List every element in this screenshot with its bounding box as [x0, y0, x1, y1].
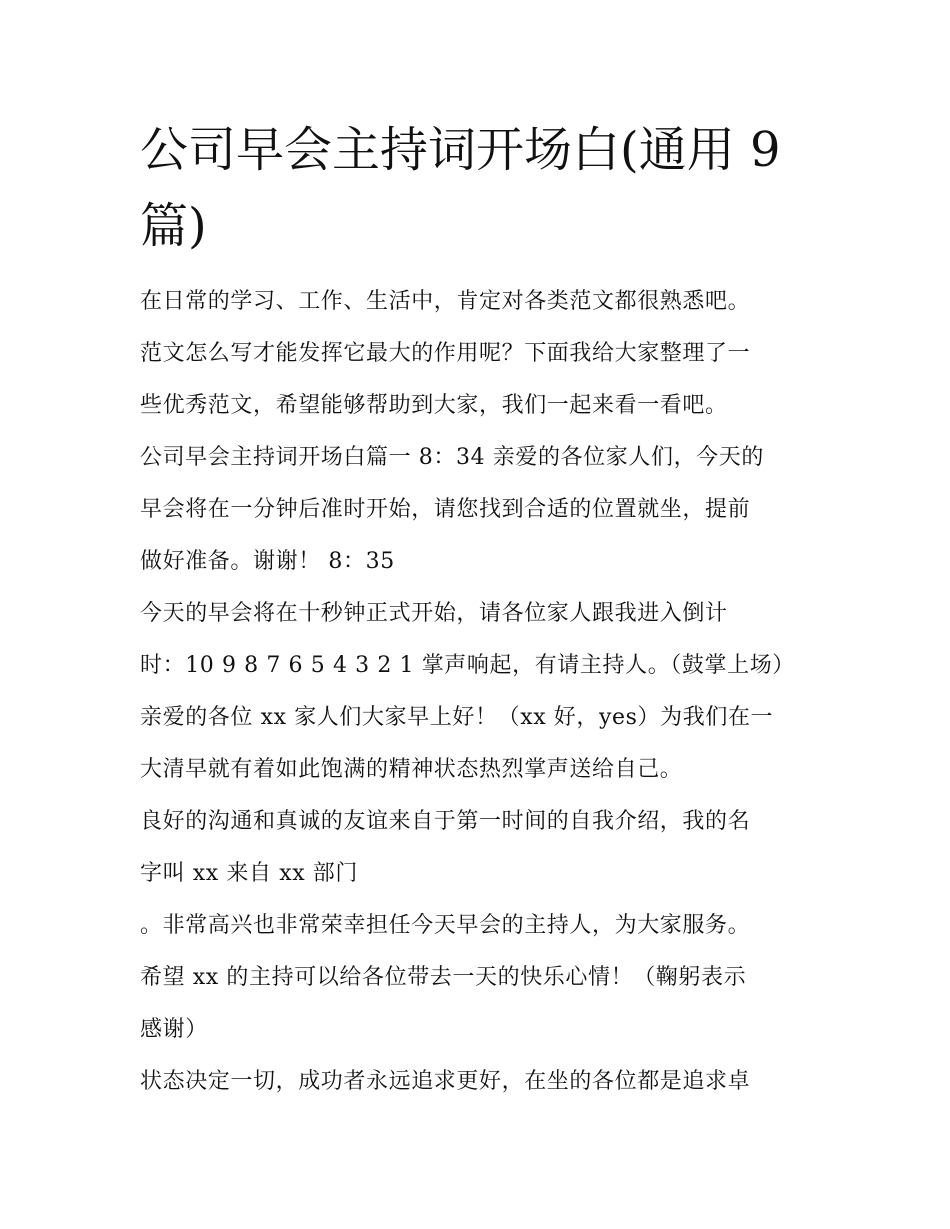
- body-line-1: 在日常的学习、工作、生活中，肯定对各类范文都很熟悉吧。: [140, 289, 751, 314]
- body-line-8: 时：10 9 8 7 6 5 4 3 2 1 掌声响起，有请主持人。（鼓掌上场）: [140, 653, 795, 678]
- body-line-10: 大清早就有着如此饱满的精神状态热烈掌声送给自己。: [140, 757, 683, 782]
- body-line-13: 。非常高兴也非常荣幸担任今天早会的主持人，为大家服务。: [140, 913, 751, 938]
- document-body: [140, 276, 820, 1108]
- body-line-7: 今天的早会将在十秒钟正式开始，请各位家人跟我进入倒计: [140, 601, 728, 626]
- body-line-3: 些优秀范文，希望能够帮助到大家，我们一起来看一看吧。: [140, 393, 728, 418]
- body-line-12: 字叫 xx 来自 xx 部门: [140, 861, 359, 886]
- body-line-15: 感谢）: [140, 1017, 208, 1042]
- body-line-4: 公司早会主持词开场白篇一 8：34 亲爱的各位家人们，今天的: [140, 445, 764, 470]
- document-title: 公司早会主持词开场白(通用 9 篇): [140, 122, 781, 254]
- body-line-14: 希望 xx 的主持可以给各位带去一天的快乐心情！（鞠躬表示: [140, 965, 747, 990]
- body-line-5: 早会将在一分钟后准时开始，请您找到合适的位置就坐，提前: [140, 497, 751, 522]
- body-line-9: 亲爱的各位 xx 家人们大家早上好！（xx 好，yes）为我们在一: [140, 705, 774, 730]
- body-line-2: 范文怎么写才能发挥它最大的作用呢？下面我给大家整理了一: [140, 341, 751, 366]
- body-line-16: 状态决定一切，成功者永远追求更好，在坐的各位都是追求卓: [140, 1069, 751, 1094]
- body-line-11: 良好的沟通和真诚的友谊来自于第一时间的自我介绍，我的名: [140, 809, 751, 834]
- body-line-6: 做好准备。谢谢！ 8：35: [140, 549, 395, 574]
